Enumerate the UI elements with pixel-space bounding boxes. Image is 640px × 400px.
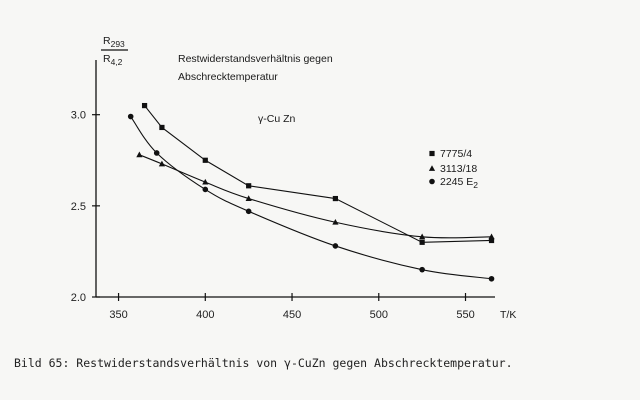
legend-marker-square (429, 151, 434, 156)
data-point-square (203, 158, 208, 163)
data-point-triangle (136, 152, 142, 158)
y-label-numerator: $R_{293}$ (103, 35, 125, 49)
x-tick-label: 400 (196, 309, 215, 321)
data-point-square (420, 240, 425, 245)
chart-subtitle: Abschrecktemperatur (178, 71, 278, 83)
data-point-square (159, 125, 164, 130)
legend-label: 2245 $E_2$ (440, 176, 479, 190)
data-point-square (142, 103, 147, 108)
data-point-circle (154, 150, 160, 156)
axis-ticks (70, 109, 478, 321)
x-tick-label: 350 (109, 309, 128, 321)
data-point-square (333, 196, 338, 201)
data-point-circle (246, 209, 252, 215)
legend (429, 148, 478, 190)
x-tick-label: 450 (282, 309, 302, 321)
legend-marker-circle (429, 179, 435, 185)
data-point-circle (489, 276, 495, 282)
y-axis-label (101, 35, 128, 67)
figure-caption: Bild 65: Restwiderstandsverhältnis von γ-CuZn gegen Abschrecktemperatur. (14, 356, 513, 370)
x-axis-label: T/K (500, 309, 517, 321)
y-tick-label: 2.0 (70, 292, 86, 304)
legend-marker-triangle (429, 165, 435, 171)
chart-title: Restwiderstandsverhältnis gegen (178, 53, 333, 65)
data-point-circle (333, 243, 339, 249)
x-tick-label: 550 (456, 309, 475, 321)
y-tick-label: 2.5 (70, 200, 86, 213)
legend-label: 3113/18 (440, 163, 478, 175)
data-point-circle (419, 267, 425, 273)
data-point-square (246, 183, 251, 188)
series-line-circle (131, 117, 492, 279)
legend-label: 7775/4 (440, 148, 473, 160)
chart-annotation: γ-Cu Zn (258, 113, 296, 125)
series-line-triangle (139, 155, 491, 238)
series-layer (128, 103, 495, 282)
data-point-circle (202, 187, 208, 193)
data-point-circle (128, 114, 134, 120)
y-tick-label: 3.0 (70, 109, 86, 122)
y-label-denominator: $R_{4,2}$ (103, 53, 123, 67)
x-tick-label: 500 (369, 309, 388, 321)
